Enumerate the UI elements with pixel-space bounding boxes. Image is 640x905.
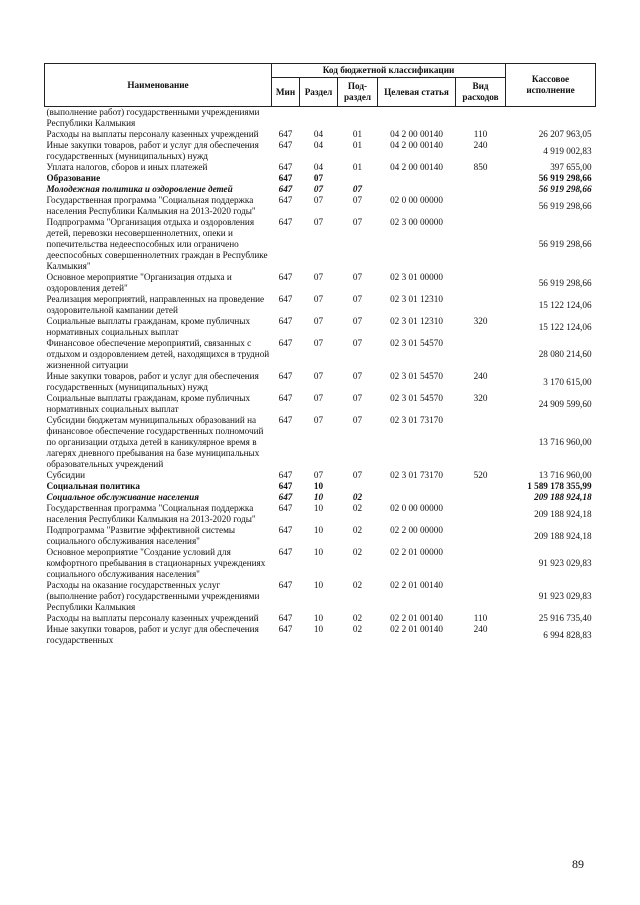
table-row [45,272,596,294]
header-subsection: Под-раздел [338,78,378,107]
cell-target: 02 3 01 54570 [390,393,443,403]
header-amount: Кассовое исполнение [506,64,596,107]
cell-min: 647 [278,492,293,502]
cell-name: Основное мероприятие "Организация отдыха и оздоровления детей" [46,272,232,293]
cell-section: 07 [313,415,324,425]
cell-name: Финансовое обеспечение мероприятий, связанных с отдыхом и оздоровлением детей, находящихся в трудной жизненной ситуации [46,338,270,370]
table-row [45,184,596,195]
table-row [45,316,596,338]
cell-min: 647 [278,316,293,326]
cell-amount: 25 916 735,40 [538,613,592,623]
cell-subsection: 01 [352,162,363,172]
cell-min: 647 [278,371,293,381]
cell-kind: 850 [473,162,488,172]
cell-name: (выполнение работ) государственными учреждениями Республики Калмыкия [46,107,260,128]
cell-min: 647 [278,217,293,227]
cell-min: 647 [278,140,293,150]
cell-subsection: 02 [352,580,363,590]
cell-amount: 4 919 002,83 [543,145,592,156]
cell-target: 02 2 01 00140 [390,613,443,623]
cell-target: 02 3 01 54570 [390,338,443,348]
cell-name: Расходы на выплаты персоналу казенных учреждений [46,129,259,139]
cell-target: 02 2 00 00000 [390,525,443,535]
cell-amount: 24 909 599,60 [538,398,592,409]
cell-subsection: 07 [352,415,363,425]
cell-kind [456,272,506,294]
cell-name: Образование [46,173,101,183]
cell-min: 647 [278,195,293,205]
cell-min: 647 [278,393,293,403]
cell-amount: 15 122 124,06 [538,299,592,310]
cell-kind [456,503,506,525]
table-row [45,371,596,393]
cell-subsection: 02 [352,503,363,513]
cell-target [378,107,456,130]
cell-subsection: 07 [352,316,363,326]
table-row [45,503,596,525]
cell-subsection: 07 [352,338,363,348]
cell-section: 07 [313,371,324,381]
table-row [45,624,596,646]
header-classification-code: Код бюджетной классификации [272,64,506,78]
cell-target: 02 3 01 00000 [390,272,443,282]
cell-kind [456,173,506,184]
cell-amount: 56 919 298,66 [538,277,592,288]
cell-name: Социальная политика [46,481,140,491]
cell-section: 10 [313,492,324,502]
cell-min: 647 [278,525,293,535]
cell-section: 07 [313,272,324,282]
cell-section: 10 [313,547,324,557]
cell-kind [456,492,506,503]
cell-kind [456,525,506,547]
cell-subsection: 07 [352,272,363,282]
cell-section: 10 [313,481,324,491]
cell-subsection: 07 [352,184,363,194]
cell-section: 07 [313,217,324,227]
cell-name: Подпрограмма "Развитие эффективной системы социального обслуживания населения" [46,525,236,546]
cell-min: 647 [278,415,293,425]
cell-min: 647 [278,173,293,183]
cell-subsection: 07 [352,371,363,381]
cell-min: 647 [278,580,293,590]
cell-section: 10 [313,580,324,590]
cell-name: Субсидии [46,470,86,480]
cell-target: 04 2 00 00140 [390,129,443,139]
cell-name: Социальное обслуживание населения [46,492,199,502]
cell-amount: 56 919 298,66 [538,200,592,211]
cell-target: 02 3 01 73170 [390,415,443,425]
cell-kind: 240 [473,140,488,150]
cell-target [378,184,456,195]
cell-name: Государственная программа "Социальная поддержка населения Республики Калмыкия на 2013-2020 годы" [46,503,256,524]
cell-section: 10 [313,613,324,623]
cell-amount: 15 122 124,06 [538,321,592,332]
cell-target [378,173,456,184]
cell-name: Иные закупки товаров, работ и услуг для обеспечения государственных (муниципальных) нужд [46,140,259,161]
cell-name: Социальные выплаты гражданам, кроме публичных нормативных социальных выплат [46,393,251,414]
table-row [45,217,596,272]
cell-min: 647 [278,503,293,513]
cell-amount: 91 923 029,83 [538,558,592,568]
cell-min: 647 [278,624,293,634]
table-body [45,107,596,647]
table-row [45,294,596,316]
table-row [45,525,596,547]
cell-target: 02 3 01 12310 [390,294,443,304]
cell-subsection: 02 [352,613,363,623]
cell-target: 02 2 01 00000 [390,547,443,557]
cell-section: 07 [313,393,324,403]
cell-amount: 26 207 963,05 [538,129,592,139]
cell-kind [456,338,506,371]
cell-section: 07 [313,294,324,304]
cell-name: Реализация мероприятий, направленных на проведение оздоровительной кампании детей [46,294,265,315]
cell-target: 04 2 00 00140 [390,140,443,150]
cell-kind [456,107,506,130]
cell-subsection: 07 [352,470,363,480]
cell-name: Социальные выплаты гражданам, кроме публичных нормативных социальных выплат [46,316,251,337]
cell-subsection: 01 [352,129,363,139]
cell-target [378,481,456,492]
cell-kind [456,415,506,470]
cell-kind: 520 [473,470,488,480]
cell-subsection [338,173,378,184]
cell-kind: 320 [473,316,488,326]
cell-kind [456,195,506,217]
table-row [45,547,596,580]
table-row [45,580,596,613]
cell-amount: 56 919 298,66 [538,173,592,183]
cell-section: 07 [313,195,324,205]
cell-amount: 1 589 178 355,99 [527,481,592,491]
cell-name: Расходы на оказание государственных услуг (выполнение работ) государственными учреждениями Республики Калмыкия [46,580,260,612]
table-row [45,173,596,184]
cell-min: 647 [278,470,293,480]
cell-amount: 28 080 214,60 [538,349,592,359]
cell-subsection: 07 [352,195,363,205]
cell-subsection: 07 [352,294,363,304]
cell-target: 02 3 00 00000 [390,217,443,227]
cell-min: 647 [278,481,293,491]
cell-amount: 209 188 924,18 [534,508,592,519]
cell-section: 10 [313,525,324,535]
cell-amount: 13 716 960,00 [538,470,592,480]
header-section: Раздел [300,78,338,107]
cell-section: 04 [313,140,324,150]
cell-target: 02 3 01 54570 [390,371,443,381]
cell-kind: 320 [473,393,488,403]
header-target: Целевая статья [378,78,456,107]
cell-min: 647 [278,162,293,172]
cell-section: 07 [313,470,324,480]
cell-subsection: 02 [352,547,363,557]
table-row [45,613,596,624]
cell-amount: 209 188 924,18 [534,492,592,502]
table-header [45,64,596,107]
cell-min: 647 [278,294,293,304]
cell-target: 02 0 00 00000 [390,195,443,205]
table-row [45,338,596,371]
cell-name: Основное мероприятие "Создание условий для комфортного пребывания в стационарных учреждениях социального обслуживания населения" [46,547,266,579]
cell-section: 10 [313,624,324,634]
table-row [45,481,596,492]
cell-amount [506,107,596,130]
table-row [45,162,596,173]
cell-min: 647 [278,613,293,623]
cell-name: Расходы на выплаты персоналу казенных учреждений [46,613,259,623]
cell-target: 02 2 01 00140 [390,580,443,590]
cell-subsection: 07 [352,393,363,403]
cell-kind [456,580,506,613]
cell-section: 07 [313,184,324,194]
cell-min: 647 [278,338,293,348]
cell-kind: 110 [473,613,488,623]
table-row [45,470,596,481]
cell-amount: 3 170 615,00 [543,376,592,387]
cell-kind: 240 [473,624,488,634]
cell-amount: 397 655,00 [550,162,592,172]
cell-subsection: 01 [352,140,363,150]
page-number: 89 [572,857,584,871]
cell-kind [456,481,506,492]
cell-name: Подпрограмма "Организация отдыха и оздоровления детей, перевозки несовершеннолетних, опеки и попечительства недееспособных или ограничено дееспособных совершеннолетних граждан в Республике Калмыкия" [46,217,268,271]
table-row [45,415,596,470]
cell-subsection: 02 [352,492,363,502]
cell-name: Иные закупки товаров, работ и услуг для обеспечения государственных (муниципальных) нужд [46,371,259,392]
cell-name: Государственная программа "Социальная поддержка населения Республики Калмыкия на 2013-2020 годы" [46,195,256,216]
header-name: Наименование [45,64,272,107]
header-kind: Вид расходов [456,78,506,107]
cell-target: 02 3 01 12310 [390,316,443,326]
cell-kind [456,547,506,580]
cell-section: 10 [313,503,324,513]
cell-name: Субсидии бюджетам муниципальных образований на финансовое обеспечение государственных полномочий по организации отдыха детей в каникулярное время в лагерях дневного пребывания на базе муниципальных образовательных учреждений [46,415,264,469]
header-min: Мин [272,78,300,107]
cell-amount: 91 923 029,83 [538,591,592,601]
cell-kind: 240 [473,371,488,381]
budget-table [44,63,596,646]
cell-name: Иные закупки товаров, работ и услуг для обеспечения государственных [46,624,259,645]
cell-kind [456,184,506,195]
cell-kind [456,294,506,316]
cell-subsection [338,107,378,130]
cell-subsection: 02 [352,624,363,634]
table-row [45,107,596,130]
cell-subsection: 07 [352,217,363,227]
cell-min: 647 [278,547,293,557]
cell-target: 02 3 01 73170 [390,470,443,480]
cell-amount: 56 919 298,66 [538,239,592,249]
table-row [45,129,596,140]
cell-amount: 56 919 298,66 [538,184,592,194]
cell-section: 07 [313,316,324,326]
table-row [45,195,596,217]
cell-target: 02 0 00 00000 [390,503,443,513]
cell-kind [456,217,506,272]
cell-section: 07 [313,173,324,183]
cell-min [272,107,300,130]
cell-target: 04 2 00 00140 [390,162,443,172]
cell-amount: 209 188 924,18 [534,530,592,541]
cell-section: 04 [313,162,324,172]
cell-name: Молодежная политика и оздоровление детей [46,184,233,194]
table-row [45,492,596,503]
cell-target: 02 2 01 00140 [390,624,443,634]
cell-min: 647 [278,184,293,194]
cell-name: Уплата налогов, сборов и иных платежей [46,162,208,172]
cell-section: 04 [313,129,324,139]
cell-amount: 6 994 828,83 [543,629,592,640]
table-row [45,393,596,415]
cell-subsection [338,481,378,492]
cell-min: 647 [278,129,293,139]
cell-amount: 13 716 960,00 [538,437,592,447]
cell-min: 647 [278,272,293,282]
table-row [45,140,596,162]
cell-section [300,107,338,130]
cell-section: 07 [313,338,324,348]
cell-kind: 110 [473,129,488,139]
cell-target [378,492,456,503]
cell-subsection: 02 [352,525,363,535]
